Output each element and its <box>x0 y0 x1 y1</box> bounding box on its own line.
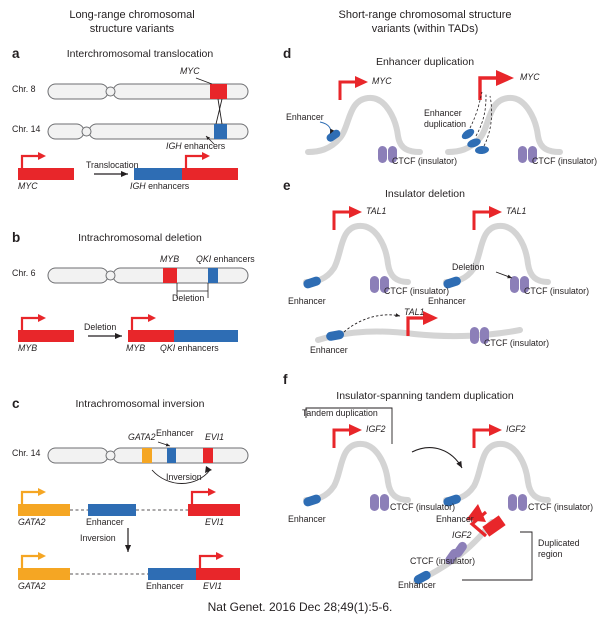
right-column-title-line1: Short-range chromosomal structure <box>338 9 512 21</box>
panel-c-row1-gata2-label: GATA2 <box>18 517 46 527</box>
panel-c-enhancer-label: Enhancer <box>156 428 194 438</box>
panel-c-row2-enhancer-label: Enhancer <box>146 581 184 591</box>
panel-d-left-loop <box>308 76 420 163</box>
panel-title-f: Insulator-spanning tandem duplication <box>336 390 514 402</box>
panel-d-right-loop <box>448 70 560 163</box>
panel-a-chr14-label: Chr. 14 <box>12 124 41 134</box>
panel-e-bottom-gene-label: TAL1 <box>404 307 425 317</box>
panel-c-row1 <box>18 488 240 516</box>
chr8-ideogram <box>48 84 248 99</box>
panel-b-chr6-label: Chr. 6 <box>12 268 36 278</box>
panel-d-left-ctcf-label: CTCF (insulator) <box>392 156 458 166</box>
panel-f-dup-ctcf-label: CTCF (insulator) <box>410 556 476 566</box>
panel-b-arrow-label: Deletion <box>84 322 117 332</box>
panel-e-right-gene-label: TAL1 <box>506 206 527 216</box>
panel-e-left-ctcf-label: CTCF (insulator) <box>384 286 450 296</box>
panel-e-left-loop <box>302 206 408 293</box>
panel-b-result <box>18 314 238 342</box>
panel-a-chr8-label: Chr. 8 <box>12 84 36 94</box>
panel-c-chr14-label: Chr. 14 <box>12 448 41 458</box>
panel-c-evi1-label: EVI1 <box>205 432 225 442</box>
panel-f-left-enhancer-label: Enhancer <box>288 514 326 524</box>
panel-f-dup-enhancer-label: Enhancer <box>398 580 436 590</box>
panel-a-result-myc-label: MYC <box>18 181 38 191</box>
panel-f-dup-region-label1: Duplicated <box>538 538 580 548</box>
panel-title-b: Intrachromosomal deletion <box>78 232 202 244</box>
left-column-title-line1: Long-range chromosomal <box>69 9 195 21</box>
panel-b-result-myb2-label: MYB <box>126 343 146 353</box>
panel-c-row2-evi1-label: EVI1 <box>203 581 223 591</box>
panel-b-result-qki-label: QKI enhancers <box>160 343 219 353</box>
panel-f-left-loop <box>302 408 408 511</box>
panel-letter-e: e <box>283 178 291 193</box>
right-column-title-line2: variants (within TADs) <box>371 23 479 35</box>
panel-title-c: Intrachromosomal inversion <box>75 398 205 410</box>
panel-e-right-enhancer-label: Enhancer <box>428 296 466 306</box>
panel-c-gata2-label: GATA2 <box>128 432 156 442</box>
panel-c-row2 <box>18 552 240 580</box>
panel-title-a: Interchromosomal translocation <box>66 48 214 60</box>
panel-a-myc-label: MYC <box>180 66 200 76</box>
panel-b-qki-italic: QKI <box>196 254 212 264</box>
panel-c-inversion-arrow-label: Inversion <box>80 533 116 543</box>
panel-f-tandem-dup-label: Tandem duplication <box>302 408 378 418</box>
panel-d-right-enhancer-label: Enhancer <box>424 108 462 118</box>
left-column-title-line2: structure variants <box>89 23 175 35</box>
panel-title-e: Insulator deletion <box>385 188 465 200</box>
panel-e-bottom-enhancer-label: Enhancer <box>310 345 348 355</box>
panel-e-bottom-ctcf-label: CTCF (insulator) <box>484 338 550 348</box>
chr6-ideogram <box>48 268 248 283</box>
panel-e-left-gene-label: TAL1 <box>366 206 387 216</box>
panel-f-right-ctcf-label: CTCF (insulator) <box>528 502 594 512</box>
chr14-ideogram <box>48 124 248 139</box>
panel-b-myb-label: MYB <box>160 254 180 264</box>
panel-f-left-gene-label: IGF2 <box>366 424 386 434</box>
panel-a-result-igh-label: IGH enhancers <box>130 181 190 191</box>
panel-d-right-enhancer-label2: duplication <box>424 119 467 129</box>
panel-d-left-gene-label: MYC <box>372 76 392 86</box>
panel-e-left-enhancer-label: Enhancer <box>288 296 326 306</box>
panel-a-result-igh-italic: IGH <box>130 181 146 191</box>
panel-d-left-enhancer-label: Enhancer <box>286 112 324 122</box>
panel-letter-b: b <box>12 230 21 245</box>
panel-letter-f: f <box>283 372 288 387</box>
panel-f-right-gene-label: IGF2 <box>506 424 526 434</box>
panel-c-row2-gata2-label: GATA2 <box>18 581 46 591</box>
panel-letter-d: d <box>283 46 292 61</box>
panel-b-result-qki-italic: QKI <box>160 343 176 353</box>
panel-f-dup-region-label2: region <box>538 549 563 559</box>
panel-e-right-loop <box>442 206 548 293</box>
panel-a-igh-italic: IGH <box>166 141 182 151</box>
panel-f-right-enhancer-label: Enhancer <box>436 514 474 524</box>
panel-f-right-loop <box>442 424 548 511</box>
panel-d-right-gene-label: MYC <box>520 72 540 82</box>
panel-letter-a: a <box>12 46 20 61</box>
panel-title-d: Enhancer duplication <box>375 56 475 68</box>
panel-f-left-ctcf-label: CTCF (insulator) <box>390 502 456 512</box>
panel-c-row1-evi1-label: EVI1 <box>205 517 225 527</box>
panel-e-graphic <box>302 206 548 344</box>
citation: Nat Genet. 2016 Dec 28;49(1):5-6. <box>207 600 393 614</box>
panel-f-dup-gene-label: IGF2 <box>452 530 472 540</box>
panel-e-right-ctcf-label: CTCF (insulator) <box>524 286 590 296</box>
panel-c-inversion-arc-label: Inversion <box>166 472 202 482</box>
panel-a-translocation-label: Translocation <box>86 160 139 170</box>
panel-a-igh-enhancers-label: IGH enhancers <box>166 141 226 151</box>
panel-b-graphic <box>18 268 248 342</box>
panel-c-graphic <box>18 442 248 580</box>
panel-b-result-myb-label: MYB <box>18 343 38 353</box>
panel-letter-c: c <box>12 396 20 411</box>
panel-b-deletion-label: Deletion <box>172 293 205 303</box>
panel-b-qki-enhancers-label: QKI enhancers <box>196 254 255 264</box>
panel-d-right-ctcf-label: CTCF (insulator) <box>532 156 598 166</box>
chr14-ideogram-c <box>48 448 248 463</box>
panel-c-row1-enhancer-label: Enhancer <box>86 517 124 527</box>
panel-e-deletion-label: Deletion <box>452 262 485 272</box>
